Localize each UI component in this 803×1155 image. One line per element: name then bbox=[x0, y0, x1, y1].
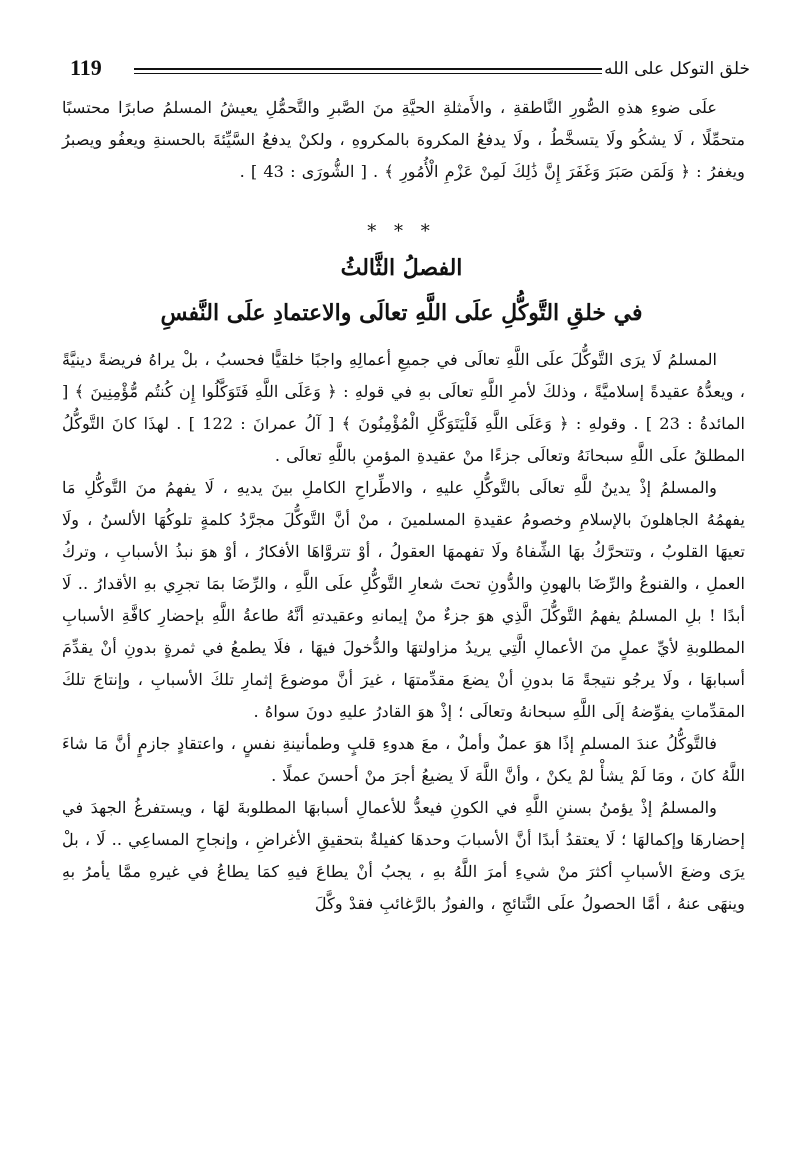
section-divider: * * * bbox=[367, 221, 436, 242]
chapter-body bbox=[62, 344, 745, 920]
body-paragraph-4: والمسلمُ إذْ يؤمنُ بسننِ اللَّهِ في الكونِ فيعدُّ للأعمالِ أسبابهَا المطلوبةَ لهَا ، ويستفرغُ الجهدَ في إحضارهَا وإكمالهَا ؛ لَا يعتقدُ أبدًا أنَّ الأسبابَ وحدهَا كفيلةٌ بتحقيقِ الأغراضِ ، وإنجاحِ المساعِي .. لَا ، بلْ يرَى وضعَ الأسبابِ أكثرَ منْ شيءِ أمرَ اللَّهُ بهِ ، يجبُ أنْ يطاعَ فيهِ كمَا يطاعُ في غيرهِ ممَّا يأمرُ بهِ وينهَى عنهُ ، أمَّا الحصولُ علَى النَّتائجِ ، والفوزُ بالرَّغائبِ فقدْ وكَّلَ bbox=[62, 798, 745, 913]
intro-paragraph: علَى ضوءِ هذهِ الصُّورِ النَّاطقةِ ، والأَمثلةِ الحيَّةِ منَ الصَّبرِ والتَّحمُّلِ يعيشُ المسلمُ صابرًا محتسبًا متحمِّلًا ، لَا يشكُو ولَا يتسخَّطُ ، ولَا يدفعُ المكروهَ بالمكروهِ ، ولكنْ يدفعُ السَّيِّئةَ بالحسنةِ ويعفُو ويصبرُ ويغفرُ : ﴿ وَلَمَن صَبَرَ وَغَفَرَ إِنَّ ذَٰلِكَ لَمِنْ عَزْمِ الْأُمُورِ ﴾ . [ الشُّورَى : 43 ] . bbox=[62, 98, 745, 181]
chapter-heading: الفصلُ الثَّالثُ bbox=[340, 255, 463, 281]
body-paragraph-3: فالتَّوكُّلُ عندَ المسلمِ إذًا هوَ عملٌ وأملٌ ، معَ هدوءِ قلبٍ وطمأنينةِ نفسٍ ، واعتقادٍ جازمٍ أنَّ مَا شاءَ اللَّهُ كانَ ، ومَا لَمْ يشأْ لمْ يكنْ ، وأنَّ اللَّهَ لَا يضيعُ أجرَ منْ أحسنَ عملًا . bbox=[62, 734, 745, 785]
chapter-subtitle: في خلقِ التَّوكُّلِ علَى اللَّهِ تعالَى والاعتمادِ علَى النَّفسِ bbox=[160, 300, 643, 326]
header-rule bbox=[134, 68, 602, 70]
page-number: 119 bbox=[70, 55, 102, 80]
body-paragraph-1: المسلمُ لَا يرَى التَّوكُّلَ علَى اللَّهِ تعالَى في جميعِ أعمالِهِ واجبًا خلقيًّا فحسبُ ، بلْ يراهُ فريضةً دينيَّةً ، ويعدُّهُ عقيدةً إسلاميَّةً ، وذلكَ لأمرِ اللَّهِ تعالَى بهِ في قولهِ : ﴿ وَعَلَى اللَّهِ فَتَوَكَّلُوا إِن كُنتُم مُّؤْمِنِينَ ﴾ [ المائدةُ : 23 ] . وقولهِ : ﴿ وَعَلَى اللَّهِ فَلْيَتَوَكَّلِ الْمُؤْمِنُونَ ﴾ [ آلُ عمرانَ : 122 ] . لهذَا كانَ التَّوكُّلُ المطلقُ علَى اللَّهِ سبحانَهُ وتعالَى جزءًا منْ عقيدةِ المؤمنِ باللَّهِ تعالَى . bbox=[62, 350, 745, 465]
header-title: خلق التوكل على الله bbox=[604, 59, 750, 79]
body-paragraph-2: والمسلمُ إذْ يدينُ للَّهِ تعالَى بالتَّوكُّلِ عليهِ ، والاطِّراحِ الكاملِ بينَ يديهِ ، لَا يفهمُ منَ التَّوكُّلِ مَا يفهمُهُ الجاهلونَ بالإسلامِ وخصومُ عقيدةِ المسلمينَ ، منْ أنَّ التَّوكُّلَ مجرَّدُ كلمةٍ تلوكُهَا الألسنُ ، ولَا تعيهَا القلوبُ ، وتتحرَّكُ بهَا الشِّفاهُ ولَا تفهمهَا العقولُ ، أوْ تتروَّاهَا الأفكارُ ، أوْ هوَ نبذُ الأسبابِ ، وتركُ العملِ ، والقنوعُ والرِّضَا بالهونِ والدُّونِ تحتَ شعارِ التَّوكُّلِ علَى اللَّهِ ، والرِّضَا بمَا تجرِي بهِ الأقدارُ .. لَا أبدًا ! بلِ المسلمُ يفهمُ التَّوكُّلَ الَّذِي هوَ جزءٌ منْ إيمانهِ وعقيدتهِ أنَّهُ طاعةُ اللَّهِ بإحضارِ كافَّةِ الأسبابِ المطلوبةِ لأيِّ عملٍ منَ الأعمالِ الَّتِي يريدُ مزاولتهَا والدُّخولَ فيهَا ، فلَا يطمعُ في ثمرةٍ بدونِ أنْ يقدِّمَ أسبابهَا ، ولَا يرجُو نتيجةً مَا بدونِ أنْ يضعَ مقدِّمتهَا ، غيرَ أنَّ موضوعَ إثمارِ تلكَ الأسبابِ ، وإنتاجَ تلكَ المقدِّماتِ يفوِّضهُ إلَى اللَّهِ سبحانهُ وتعالَى ؛ إذْ هوَ القادرُ عليهِ دونَ سواهُ . bbox=[62, 478, 745, 721]
running-header bbox=[70, 56, 750, 82]
intro-section bbox=[62, 92, 745, 188]
